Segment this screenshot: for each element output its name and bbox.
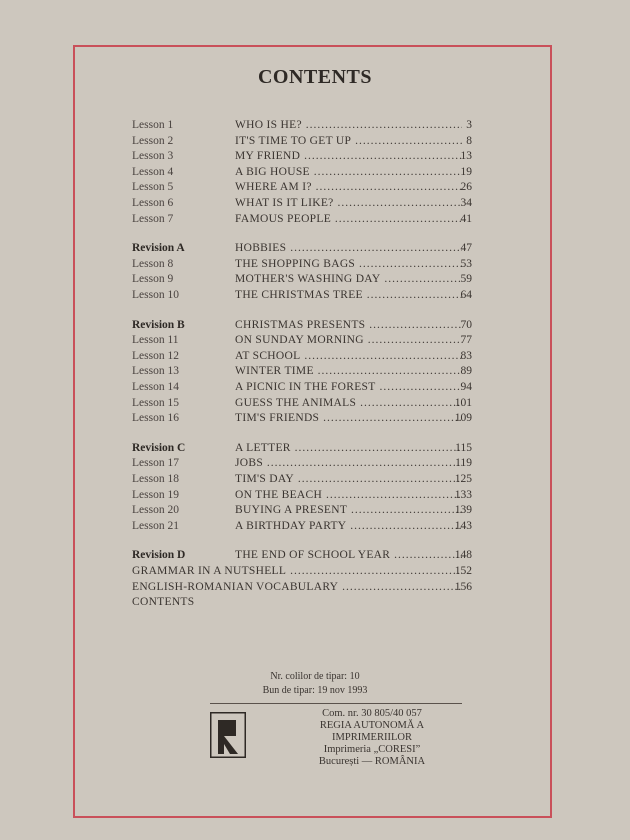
toc-revision-entry	[132, 440, 472, 456]
toc-lesson-entry	[132, 148, 472, 164]
entry-page-number: 133	[454, 488, 472, 501]
entry-title: THE END OF SCHOOL YEAR .....	[235, 547, 462, 563]
toc-lesson-entry	[132, 410, 472, 426]
entry-page-number: 139	[454, 504, 472, 517]
entry-label: Lesson 19	[132, 488, 179, 501]
toc-lesson-entry	[132, 518, 472, 534]
toc-lesson-entry	[132, 502, 472, 518]
entry-page-number: 77	[460, 334, 472, 347]
toc-back-matter-entry	[132, 594, 472, 610]
entry-title: HOBBIES .....	[235, 240, 462, 256]
publisher-name-line2: IMPRIMERIILOR	[332, 732, 412, 743]
entry-title: ON SUNDAY MORNING .....	[235, 332, 462, 348]
toc-lesson-entry	[132, 256, 472, 272]
entry-page-number: 143	[454, 519, 472, 532]
entry-label: Lesson 14	[132, 381, 179, 393]
toc-lesson-entry	[132, 332, 472, 348]
entry-label: Lesson 15	[132, 396, 179, 409]
entry-label: Lesson 7	[132, 212, 174, 225]
toc-lesson-entry	[132, 117, 472, 133]
entry-label: Lesson 9	[132, 273, 174, 286]
entry-page-number: 115	[455, 441, 472, 454]
toc-lesson-entry	[132, 471, 472, 487]
entry-title: FAMOUS PEOPLE .....	[235, 211, 462, 227]
toc-lesson-entry	[132, 211, 472, 227]
entry-title: JOBS .....	[235, 455, 462, 471]
entry-title: A BIRTHDAY PARTY .....	[235, 518, 462, 534]
entry-label: Lesson 16	[132, 412, 179, 425]
entry-page-number: 34	[460, 197, 472, 209]
toc-revision-entry	[132, 240, 472, 256]
toc-revision-entry	[132, 547, 472, 563]
entry-title: TIM'S DAY .....	[235, 471, 462, 487]
entry-page-number: 83	[460, 349, 472, 362]
entry-label: Lesson 8	[132, 257, 174, 270]
entry-page-number: 64	[460, 289, 472, 301]
entry-label: Revision D	[132, 549, 186, 562]
entry-title: A BIG HOUSE .....	[235, 164, 462, 180]
entry-label: Lesson 12	[132, 349, 179, 362]
publisher-block	[262, 708, 482, 768]
entry-title: IT'S TIME TO GET UP .....	[235, 133, 462, 149]
entry-page-number: 53	[460, 257, 472, 270]
entry-page-number: 156	[454, 580, 472, 593]
page-title: CONTENTS	[257, 66, 373, 88]
entry-title: WHAT IS IT LIKE? .....	[235, 195, 462, 211]
entry-label: Lesson 18	[132, 473, 179, 485]
entry-title: WINTER TIME .....	[235, 363, 462, 379]
entry-label: Revision B	[132, 318, 185, 331]
entry-page-number: 41	[460, 212, 472, 225]
entry-page-number: 101	[454, 396, 472, 409]
entry-title: WHERE AM I? .....	[235, 179, 462, 195]
entry-title: ENGLISH-ROMANIAN VOCABULARY .....	[132, 579, 462, 595]
entry-page-number: 3	[466, 119, 472, 131]
toc-lesson-entry	[132, 179, 472, 195]
entry-label: Revision A	[132, 242, 185, 255]
entry-page-number: 59	[460, 273, 472, 286]
entry-page-number: 109	[454, 412, 472, 425]
toc-lesson-entry	[132, 348, 472, 364]
toc-back-matter-entry	[132, 563, 472, 579]
entry-title: CONTENTS	[132, 596, 195, 609]
imprint-sheets: Nr. colilor de tipar: 10	[270, 671, 360, 682]
entry-title: CHRISTMAS PRESENTS .....	[235, 317, 462, 333]
entry-title: ON THE BEACH .....	[235, 487, 462, 503]
entry-title: GRAMMAR IN A NUTSHELL .....	[132, 563, 462, 579]
entry-label: Lesson 1	[132, 119, 174, 131]
divider	[210, 703, 462, 704]
order-number: Com. nr. 30 805/40 057	[322, 708, 422, 719]
entry-title: MOTHER'S WASHING DAY .....	[235, 271, 462, 287]
entry-page-number: 119	[455, 457, 472, 470]
publisher-name-line1: REGIA AUTONOMĂ A	[319, 720, 425, 731]
entry-title: THE CHRISTMAS TREE .....	[235, 287, 462, 303]
toc-lesson-entry	[132, 363, 472, 379]
entry-label: Lesson 5	[132, 181, 174, 194]
entry-page-number: 47	[460, 242, 472, 255]
entry-title: AT SCHOOL .....	[235, 348, 462, 364]
entry-label: Lesson 4	[132, 165, 174, 178]
entry-title: BUYING A PRESENT .....	[235, 502, 462, 518]
entry-label: Lesson 20	[132, 504, 179, 517]
toc-lesson-entry	[132, 164, 472, 180]
entry-page-number: 152	[454, 565, 472, 577]
publisher-logo-icon	[210, 712, 246, 758]
toc-lesson-entry	[132, 287, 472, 303]
printing-house: Imprimeria „CORESI”	[323, 744, 421, 755]
entry-page-number: 26	[460, 181, 472, 194]
entry-page-number: 148	[454, 549, 472, 562]
entry-label: Lesson 13	[132, 365, 179, 378]
toc-back-matter-entry	[132, 579, 472, 595]
entry-page-number: 13	[460, 150, 472, 163]
entry-title: MY FRIEND .....	[235, 148, 462, 164]
entry-label: Revision C	[132, 441, 186, 454]
toc-lesson-entry	[132, 195, 472, 211]
toc-revision-entry	[132, 317, 472, 333]
toc-lesson-entry	[132, 395, 472, 411]
toc-lesson-entry	[132, 455, 472, 471]
entry-page-number: 94	[460, 381, 472, 393]
entry-title: THE SHOPPING BAGS .....	[235, 256, 462, 272]
entry-label: Lesson 21	[132, 519, 179, 532]
entry-label: Lesson 2	[132, 134, 174, 147]
toc-lesson-entry	[132, 379, 472, 395]
entry-title: A LETTER .....	[235, 440, 462, 456]
entry-label: Lesson 11	[132, 334, 179, 347]
entry-label: Lesson 10	[132, 289, 179, 301]
entry-page-number: 89	[460, 365, 472, 378]
entry-title: TIM'S FRIENDS .....	[235, 410, 462, 426]
toc-lesson-entry	[132, 271, 472, 287]
toc-lesson-entry	[132, 487, 472, 503]
entry-page-number: 8	[466, 134, 472, 147]
toc-lesson-entry	[132, 133, 472, 149]
entry-label: Lesson 6	[132, 197, 174, 209]
entry-page-number: 125	[454, 473, 472, 485]
entry-label: Lesson 3	[132, 150, 174, 163]
entry-title: A PICNIC IN THE FOREST .....	[235, 379, 462, 395]
publisher-city: București — ROMÂNIA	[318, 756, 426, 767]
entry-title: WHO IS HE? .....	[235, 117, 462, 133]
entry-page-number: 70	[460, 318, 472, 331]
entry-page-number: 19	[460, 165, 472, 178]
imprint-print-date: Bun de tipar: 19 nov 1993	[262, 685, 368, 696]
entry-label: Lesson 17	[132, 457, 179, 470]
entry-title: GUESS THE ANIMALS .....	[235, 395, 462, 411]
